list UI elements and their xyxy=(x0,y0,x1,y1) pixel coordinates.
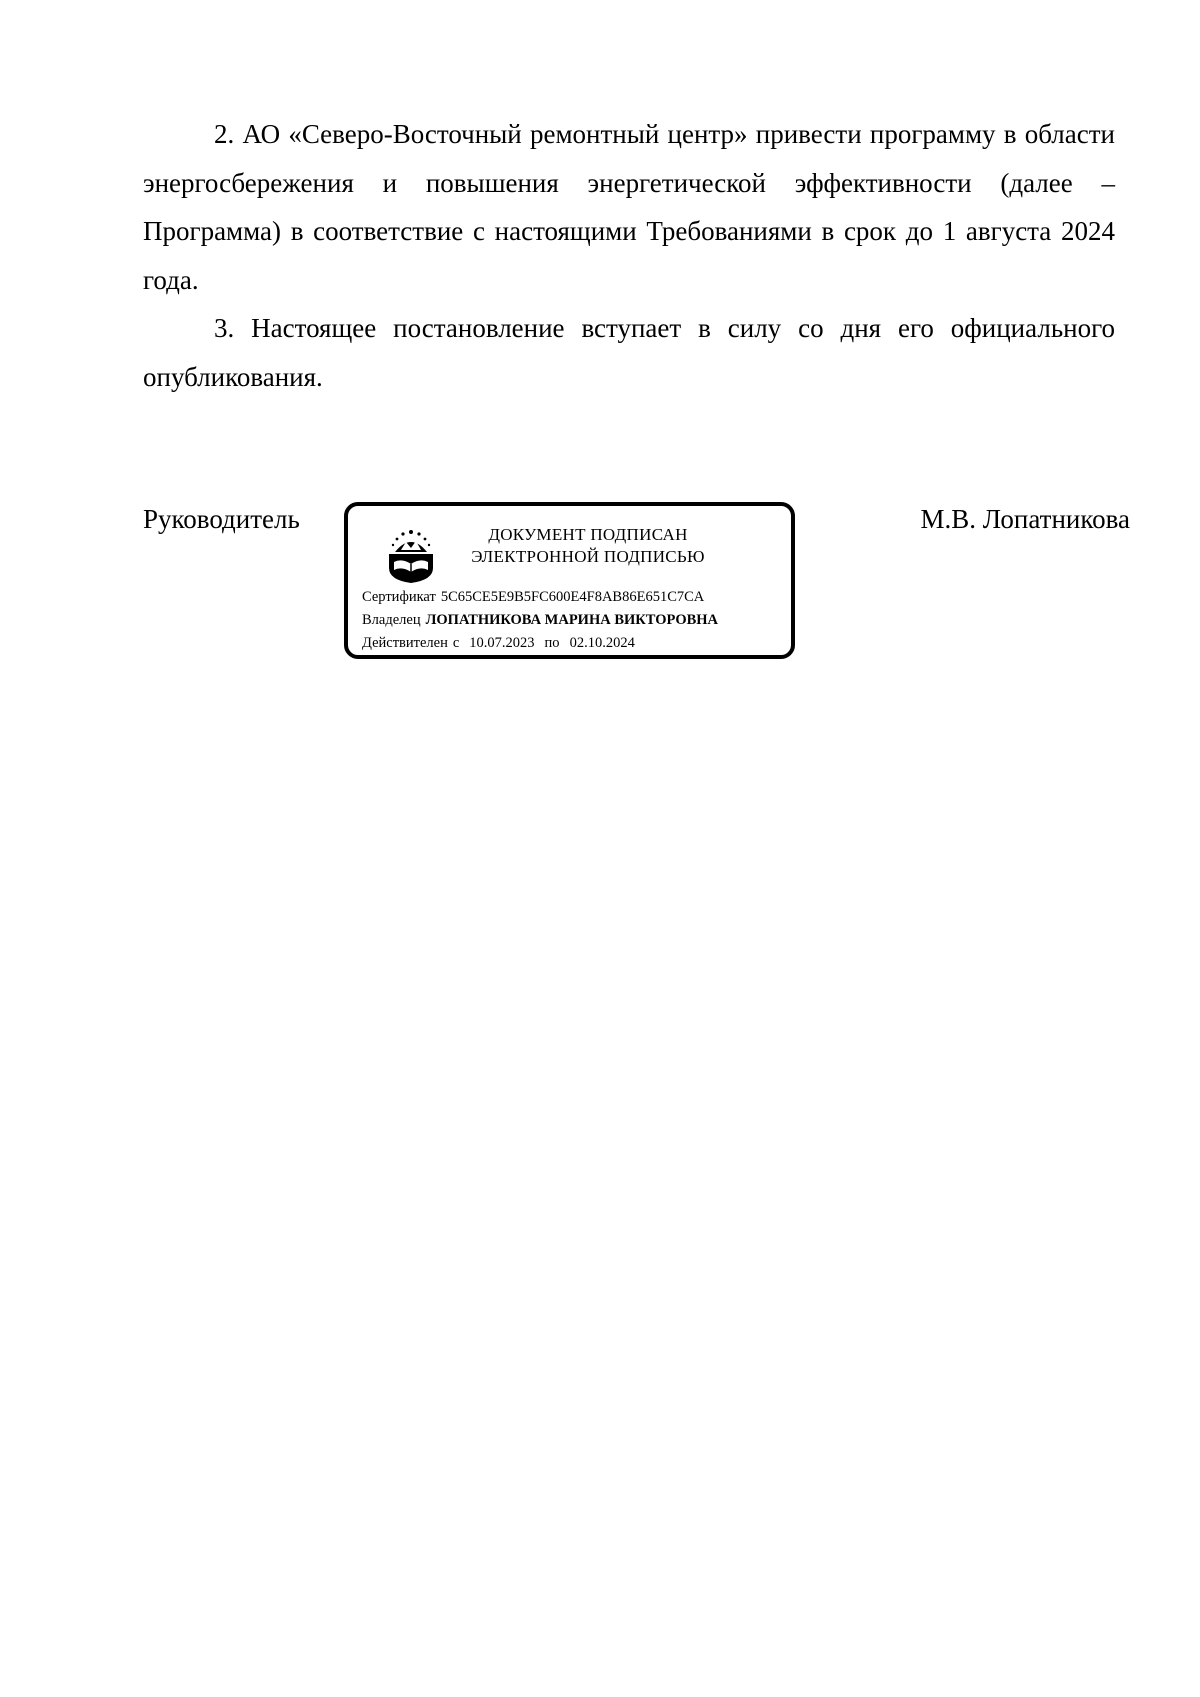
valid-to-date: 02.10.2024 xyxy=(569,635,635,651)
valid-from-prefix: с xyxy=(452,635,460,651)
valid-from-date: 10.07.2023 xyxy=(469,635,535,651)
paragraph-2: 2. АО «Северо-Восточный ремонтный центр» привести программу в области энергосбережения и повышения энергетической эффективности (далее – Программа) в соответствие с настоящими Требованиями в срок до 1 августа 2024 года. xyxy=(143,119,1115,295)
owner-label: Владелец xyxy=(362,612,421,628)
stamp-details xyxy=(362,586,718,655)
signer-name: М.В. Лопатникова xyxy=(920,504,1130,534)
certificate-label: Сертификат xyxy=(362,589,436,605)
owner-line xyxy=(362,609,718,632)
owner-value: ЛОПАТНИКОВА МАРИНА ВИКТОРОВНА xyxy=(425,612,719,628)
signer-position: Руководитель xyxy=(143,504,300,534)
validity-label: Действителен xyxy=(362,635,448,651)
validity-line xyxy=(362,632,718,655)
document-body xyxy=(143,110,1115,401)
stamp-title-line-2: ЭЛЕКТРОННОЙ ПОДПИСЬЮ xyxy=(471,547,705,566)
electronic-signature-stamp xyxy=(344,502,795,659)
regional-coat-of-arms-icon xyxy=(386,526,436,584)
signature-block xyxy=(143,502,1130,672)
stamp-title-line-1: ДОКУМЕНТ ПОДПИСАН xyxy=(488,525,688,544)
certificate-value: 5C65CE5E9B5FC600E4F8AB86E651C7CA xyxy=(440,589,705,605)
certificate-line xyxy=(362,586,718,609)
paragraph-3: 3. Настоящее постановление вступает в силу со дня его официального опубликования. xyxy=(143,313,1115,392)
valid-to-prefix: по xyxy=(544,635,560,651)
stamp-title xyxy=(448,524,728,568)
